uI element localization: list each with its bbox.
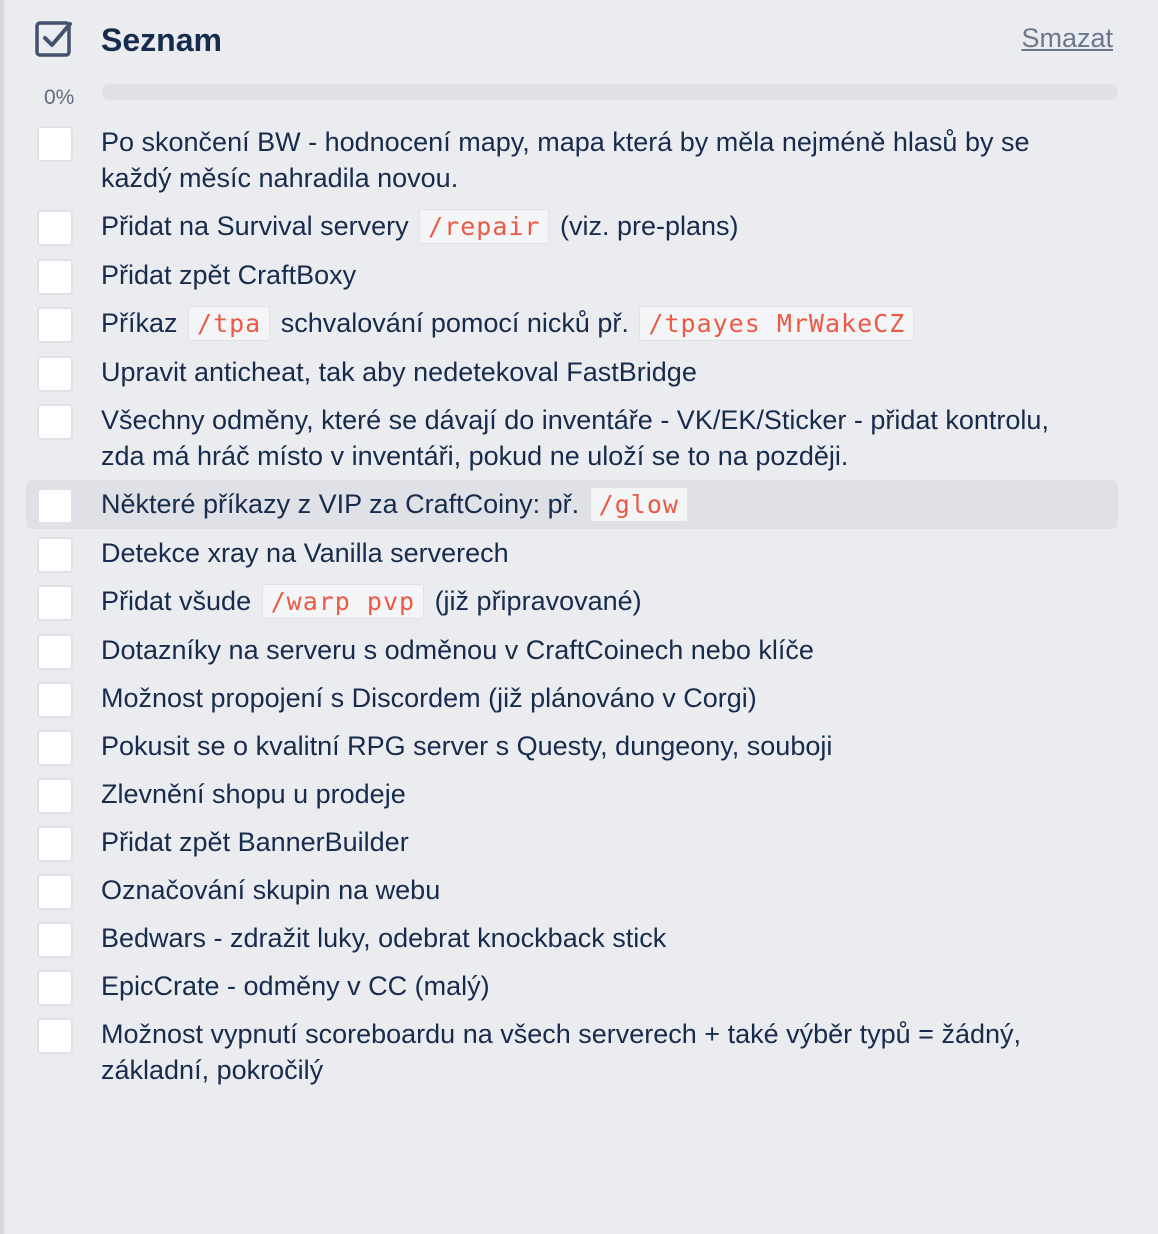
checklist-item-text[interactable]: [101, 968, 1078, 1004]
text-segment: schvalování pomocí nicků př.: [273, 308, 637, 338]
text-segment: Některé příkazy z VIP za CraftCoiny: př.: [101, 489, 587, 519]
inline-code: /tpayes MrWakeCZ: [639, 306, 914, 341]
checklist-item[interactable]: [26, 626, 1118, 674]
text-segment: Možnost propojení s Discordem (již plánováno v Corgi): [101, 683, 757, 713]
text-segment: Dotazníky na serveru s odměnou v CraftCoinech nebo klíče: [101, 635, 814, 665]
checklist-item-text[interactable]: [101, 583, 1078, 620]
text-segment: Možnost vypnutí scoreboardu na všech serverech + také výběr typů = žádný, základní, pokročilý: [101, 1019, 1021, 1085]
checkbox[interactable]: [37, 1018, 73, 1054]
checklist-item[interactable]: [26, 1010, 1118, 1094]
window-edge: [0, 0, 4, 1234]
checklist-item-text[interactable]: [101, 920, 1078, 956]
text-segment: Přidat zpět BannerBuilder: [101, 827, 409, 857]
inline-code: /repair: [419, 209, 549, 244]
text-segment: Zlevnění shopu u prodeje: [101, 779, 406, 809]
checkbox[interactable]: [37, 826, 73, 862]
progress-percent: 0%: [44, 86, 75, 109]
text-segment: Příkaz: [101, 308, 186, 338]
checklist-title: Seznam: [101, 22, 222, 58]
checkbox[interactable]: [37, 922, 73, 958]
text-segment: Všechny odměny, které se dávají do inventáře - VK/EK/Sticker - přidat kontrolu, zda má hráč místo v inventáři, pokud ne uloží se to na později.: [101, 405, 1049, 471]
text-segment: Označování skupin na webu: [101, 875, 441, 905]
checklist-item[interactable]: [26, 480, 1118, 529]
checklist-item-text[interactable]: [101, 486, 1078, 523]
checkbox[interactable]: [37, 356, 73, 392]
checklist-item-text[interactable]: [101, 305, 1078, 342]
inline-code: /warp pvp: [262, 584, 424, 619]
checkbox[interactable]: [37, 874, 73, 910]
text-segment: (viz. pre-plans): [552, 211, 739, 241]
checkbox[interactable]: [37, 634, 73, 670]
text-segment: Detekce xray na Vanilla serverech: [101, 538, 509, 568]
inline-code: /tpa: [188, 306, 270, 341]
checklist-item[interactable]: [26, 251, 1118, 299]
checklist: [26, 0, 1118, 1094]
checklist-item[interactable]: [26, 348, 1118, 396]
checklist-item[interactable]: [26, 202, 1118, 251]
checkbox[interactable]: [37, 404, 73, 440]
checklist-item-text[interactable]: [101, 776, 1078, 812]
text-segment: Bedwars - zdražit luky, odebrat knockback stick: [101, 923, 667, 953]
checkbox[interactable]: [37, 730, 73, 766]
text-segment: Přidat na Survival servery: [101, 211, 417, 241]
text-segment: Přidat všude: [101, 586, 259, 616]
checklist-item[interactable]: [26, 818, 1118, 866]
checklist-item-text[interactable]: [101, 124, 1078, 196]
checklist-item[interactable]: [26, 577, 1118, 626]
checklist-item-text[interactable]: [101, 632, 1078, 668]
checklist-item-text[interactable]: [101, 728, 1078, 764]
checkbox[interactable]: [37, 259, 73, 295]
checklist-item[interactable]: [26, 674, 1118, 722]
text-segment: Po skončení BW - hodnocení mapy, mapa která by měla nejméně hlasů by se každý měsíc nahradila novou.: [101, 127, 1030, 193]
checkbox[interactable]: [37, 307, 73, 343]
checklist-items: [26, 118, 1118, 1094]
delete-checklist-button[interactable]: Smazat: [1021, 23, 1113, 53]
checklist-item[interactable]: [26, 299, 1118, 348]
checkbox[interactable]: [37, 585, 73, 621]
checklist-item[interactable]: [26, 914, 1118, 962]
text-segment: Upravit anticheat, tak aby nedetekoval FastBridge: [101, 357, 697, 387]
inline-code: /glow: [590, 487, 688, 522]
checkbox[interactable]: [37, 126, 73, 162]
checklist-item[interactable]: [26, 118, 1118, 202]
checkbox[interactable]: [37, 682, 73, 718]
checklist-progress: [26, 84, 1118, 114]
checklist-item[interactable]: [26, 529, 1118, 577]
text-segment: Přidat zpět CraftBoxy: [101, 260, 357, 290]
checkbox[interactable]: [37, 537, 73, 573]
text-segment: Pokusit se o kvalitní RPG server s Questy, dungeony, souboji: [101, 731, 833, 761]
checkbox[interactable]: [37, 778, 73, 814]
checklist-item-text[interactable]: [101, 680, 1078, 716]
checklist-item-text[interactable]: [101, 354, 1078, 390]
checkbox[interactable]: [37, 210, 73, 246]
checkbox[interactable]: [37, 488, 73, 524]
checklist-item[interactable]: [26, 866, 1118, 914]
text-segment: (již připravované): [427, 586, 642, 616]
text-segment: EpicCrate - odměny v CC (malý): [101, 971, 490, 1001]
checklist-item-text[interactable]: [101, 1016, 1078, 1088]
checklist-item-text[interactable]: [101, 535, 1078, 571]
checklist-item[interactable]: [26, 770, 1118, 818]
checklist-item[interactable]: [26, 722, 1118, 770]
checklist-item-text[interactable]: [101, 208, 1078, 245]
checklist-item[interactable]: [26, 396, 1118, 480]
checklist-item-text[interactable]: [101, 824, 1078, 860]
checklist-item-text[interactable]: [101, 257, 1078, 293]
checklist-header: [26, 0, 1118, 84]
checklist-item[interactable]: [26, 962, 1118, 1010]
progress-bar: [102, 84, 1118, 100]
checklist-item-text[interactable]: [101, 872, 1078, 908]
checklist-icon: [34, 18, 74, 58]
checkbox[interactable]: [37, 970, 73, 1006]
checklist-item-text[interactable]: [101, 402, 1078, 474]
